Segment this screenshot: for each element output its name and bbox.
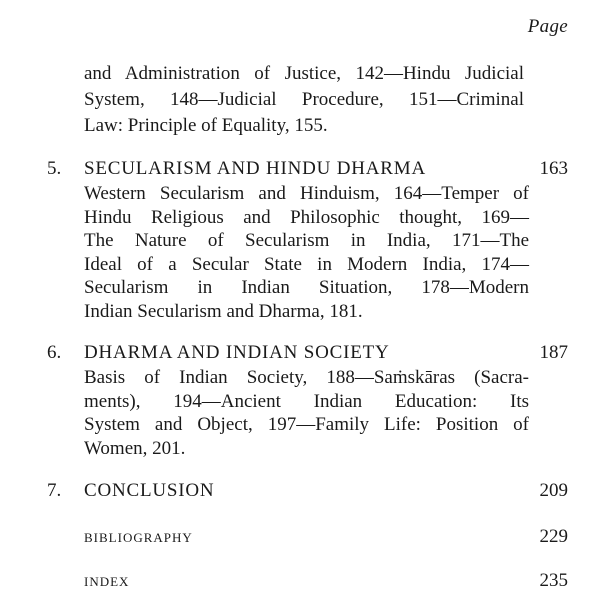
desc-line: System and Object, 197—Family Life: Position of xyxy=(84,414,529,435)
desc-line: Hindu Religious and Philosophic thought, 169— xyxy=(84,206,529,228)
chapter-page-number: 163 xyxy=(539,158,568,179)
text-line: Law: Principle of Equality, 155. xyxy=(84,115,328,136)
text-line: and Administration of Justice, 142—Hindu Judicial xyxy=(84,63,524,84)
back-matter-title: INDEX xyxy=(84,574,130,589)
back-matter-page-number: 229 xyxy=(539,526,568,547)
continuation-text xyxy=(84,61,524,139)
chapter-title: SECULARISM AND HINDU DHARMA xyxy=(84,158,426,179)
back-matter-title: BIBLIOGRAPHY xyxy=(84,530,193,545)
desc-line: Women, 201. xyxy=(84,437,186,459)
desc-line: Indian Secularism and Dharma, 181. xyxy=(84,300,363,322)
chapter-title: DHARMA AND INDIAN SOCIETY xyxy=(84,342,390,363)
chapter-description xyxy=(84,182,529,323)
desc-line: Ideal of a Secular State in Modern India, 174— xyxy=(84,253,529,275)
text-line: System, 148—Judicial Procedure, 151—Criminal xyxy=(84,89,524,110)
chapter-number: 5. xyxy=(47,158,62,179)
page-column-label: Page xyxy=(527,16,568,37)
back-matter-page-number: 235 xyxy=(539,570,568,591)
chapter-page-number: 209 xyxy=(539,480,568,501)
desc-line: ments), 194—Ancient Indian Education: Its xyxy=(84,390,529,412)
chapter-number: 7. xyxy=(47,480,62,501)
chapter-number: 6. xyxy=(47,342,62,363)
chapter-page-number: 187 xyxy=(539,342,568,363)
desc-line: Secularism in Indian Situation, 178—Modern xyxy=(84,277,529,298)
desc-line: The Nature of Secularism in India, 171—The xyxy=(84,230,529,251)
desc-line: Basis of Indian Society, 188—Saṁskāras (Sacra- xyxy=(84,367,529,388)
chapter-title: CONCLUSION xyxy=(84,480,215,501)
desc-line: Western Secularism and Hinduism, 164—Temper of xyxy=(84,183,529,204)
chapter-description xyxy=(84,366,529,460)
